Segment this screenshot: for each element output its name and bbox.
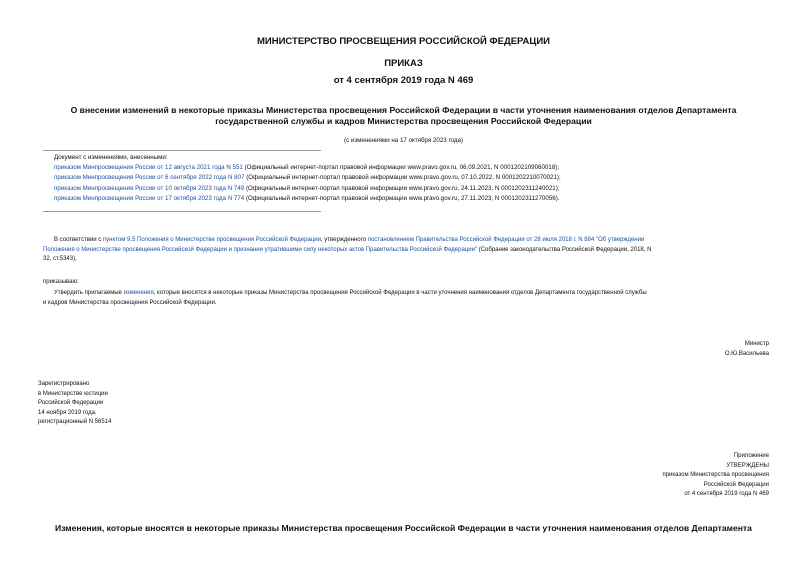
divider-top — [43, 150, 321, 151]
change-source: (Официальный интернет-портал правовой информации www.pravo.gov.ru, 06.09.2021, N 0001202109060018); — [242, 164, 560, 172]
government-decree-link[interactable]: постановлением Правительства Российской Федерации от 28 июля 2018 г. N 884 "Об утверждении — [367, 237, 645, 243]
preamble-text: , утвержденного — [320, 237, 368, 243]
revision-note: (с изменениями на 17 октября 2023 года) — [344, 137, 463, 144]
change-link[interactable]: приказом Минпросвещения России от 12 августа 2021 года N 551 — [54, 164, 243, 172]
change-item — [54, 194, 561, 204]
signature-name: О.Ю.Васильева — [724, 350, 769, 357]
order-text-part: Утвердить прилагаемые — [54, 290, 124, 296]
change-source: (Официальный интернет-портал правовой информации www.pravo.gov.ru, 24.11.2023, N 0001202311240021); — [244, 184, 560, 192]
change-source: (Официальный интернет-портал правовой информации www.pravo.gov.ru, 07.10.2022, N 0001202210070021); — [244, 174, 561, 182]
preamble-line-1 — [43, 236, 773, 246]
doc-title-line-1: О внесении изменений в некоторые приказы Министерства просвещения Российской Федерации в части уточнения наименования отделов Департамента — [70, 105, 737, 115]
change-item — [54, 163, 561, 173]
order-word: приказываю: — [43, 279, 79, 285]
registration-line: регистрационный N 56514 — [38, 419, 112, 426]
preamble — [43, 236, 773, 265]
signature-block — [725, 340, 769, 359]
doc-type-heading: ПРИКАЗ — [384, 58, 423, 69]
doc-title-line-2: государственной службы и кадров Министерства просвещения Российской Федерации — [215, 116, 592, 126]
change-link[interactable]: приказом Минпросвещения России от 10 октября 2023 года N 749 — [54, 184, 245, 192]
appendix-line: Российской Федерации — [703, 481, 769, 488]
appendix-line: от 4 сентября 2019 года N 469 — [684, 491, 769, 498]
order-line-1 — [43, 289, 773, 299]
signature-position: Министр — [744, 341, 769, 347]
change-link[interactable]: приказом Минпросвещения России от 17 октября 2023 года N 774 — [54, 194, 245, 202]
appendix-line: приказом Министерства просвещения — [662, 472, 769, 479]
registration-block — [38, 380, 111, 428]
order-line-2: и кадров Министерства просвещения Российской Федерации. — [43, 299, 217, 306]
government-decree-link-cont[interactable]: Положения о Министерстве просвещения Российской Федерации и признании утратившими силу некоторых актов Правительства Российской Федерации" — [43, 246, 478, 253]
change-item — [54, 184, 561, 194]
change-item — [54, 173, 561, 183]
preamble-text: (Собрание законодательства Российской Федерации, 2018, N — [477, 246, 652, 253]
ministry-heading: МИНИСТЕРСТВО ПРОСВЕЩЕНИЯ РОССИЙСКОЙ ФЕДЕРАЦИИ — [256, 36, 551, 47]
change-source: (Официальный интернет-портал правовой информации www.pravo.gov.ru, 27.11.2023, N 0001202311270056). — [244, 194, 560, 202]
appendix-line: УТВЕРЖДЕНЫ — [726, 462, 769, 469]
registration-line: Российской Федерации — [38, 400, 104, 407]
regulation-link[interactable]: пунктом 9.5 Положения о Министерстве просвещения Российской Федерации — [102, 237, 321, 243]
registration-line: Зарегистрировано — [38, 381, 90, 387]
changes-title: Изменения, которые вносятся в некоторые приказы Министерства просвещения Российской Федерации в части уточнения наименования отделов Департамента — [55, 523, 752, 533]
preamble-text: В соответствии с — [54, 237, 103, 243]
registration-line: 14 ноября 2019 года, — [38, 409, 97, 416]
changes-intro: Документ с изменениями, внесенными: — [54, 154, 168, 161]
preamble-line-3: 32, ст.5343), — [43, 256, 77, 263]
change-link[interactable]: приказом Минпросвещения России от 6 сентября 2022 года N 807 — [54, 174, 245, 182]
order-text — [43, 289, 773, 308]
doc-date-number: от 4 сентября 2019 года N 469 — [333, 75, 474, 86]
appendix-line: Приложение — [733, 453, 769, 459]
registration-line: в Министерстве юстиции — [38, 390, 108, 397]
preamble-line-2 — [43, 246, 773, 256]
order-text-part: , которые вносятся в некоторые приказы Министерства просвещения Российской Федерации в части уточнения наименования отделов Департамента государственной службы — [153, 290, 647, 296]
doc-title — [0, 105, 807, 127]
appendix-block — [662, 452, 769, 500]
changes-link[interactable]: изменения — [123, 290, 154, 296]
changes-list — [54, 153, 561, 204]
divider-bottom — [43, 211, 321, 212]
